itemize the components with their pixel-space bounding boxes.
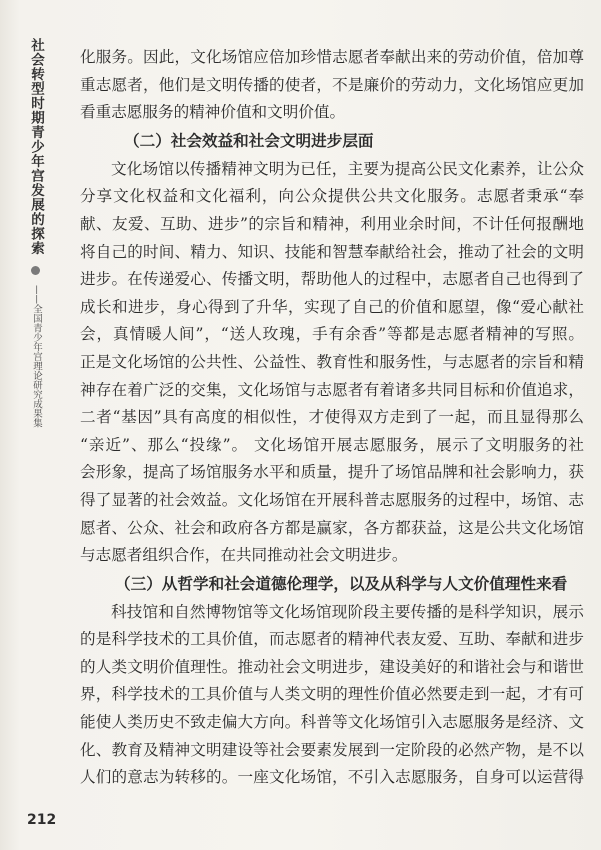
text-line: 进步。在传递爱心、传播文明，帮助他人的过程中，志愿者自己也得到了 xyxy=(80,270,584,289)
text-line: 文化场馆以传播精神文明为已任，主要为提高公民文化素养，让公众 xyxy=(111,159,584,178)
text-line: 化、教育及精神文明建设等社会要素发展到一定阶段的必然产物，是不以 xyxy=(80,740,584,759)
text-line: 会，真情暖人间”，“送人玫瑰，手有余香”等都是志愿者精神的写照。 xyxy=(80,325,584,344)
text-line: 分享文化权益和文化福利，向公众提供公共文化服务。志愿者秉承“奉 xyxy=(80,187,584,206)
text-line: 的是科学技术的工具价值，而志愿者的精神代表友爱、互助、奉献和进步 xyxy=(80,630,584,649)
section-heading-3: （三）从哲学和社会道德伦理学，以及从科学与人文价值理性来看 xyxy=(115,574,568,593)
text-line: 得了显著的社会效益。文化场馆在开展科普志愿服务的过程中，场馆、志 xyxy=(80,490,584,509)
text-line: 正是文化场馆的公共性、公益性、教育性和服务性，与志愿者的宗旨和精 xyxy=(80,352,584,371)
text-line: 二者“基因”具有高度的相似性，才使得双方走到了一起，而且显得那么 xyxy=(80,408,584,427)
ornament-dot-icon xyxy=(31,266,40,275)
text-line: 愿者、公众、社会和政府各方都是赢家，各方都获益，这是公共文化场馆 xyxy=(80,518,584,537)
text-line: 人们的意志为转移的。一座文化场馆，不引入志愿服务，自身可以运营得 xyxy=(80,768,584,787)
running-header-sidebar xyxy=(27,38,49,427)
text-line: 界，科学技术的工具价值与人类文明的理性价值必然要走到一起，才有可 xyxy=(80,685,584,704)
text-line: 看重志愿服务的精神价值和文明价值。 xyxy=(80,103,346,122)
page-body xyxy=(80,44,584,792)
page-number: 212 xyxy=(27,812,57,828)
text-line: 化服务。因此，文化场馆应倍加珍惜志愿者奉献出来的劳动价值，倍加尊 xyxy=(80,48,584,66)
text-line: “亲近”、那么“投缘”。 文化场馆开展志愿服务，展示了文明服务的社 xyxy=(80,435,584,454)
text-line: 献、友爱、互助、进步”的宗旨和精神，利用业余时间，不计任何报酬地 xyxy=(80,214,584,233)
text-line: 将自己的时间、精力、知识、技能和智慧奉献给社会，推动了社会的文明 xyxy=(80,242,584,261)
text-line: 重志愿者，他们是文明传播的使者，不是廉价的劳动力，文化场馆应更加 xyxy=(80,75,584,94)
book-subtitle: ——全国青少年宫理论研究成果集 xyxy=(31,284,42,427)
text-line: 成长和进步，身心得到了升华，实现了自己的价值和愿望，像“爱心献社 xyxy=(80,297,584,316)
text-line: 与志愿者组织合作，在共同推动社会文明进步。 xyxy=(80,546,408,565)
text-line: 神存在着广泛的交集，文化场馆与志愿者有着诸多共同目标和价值追求， xyxy=(80,380,584,399)
text-line: 的人类文明价值理性。推动社会文明进步，建设美好的和谐社会与和谐世 xyxy=(80,657,584,676)
section-heading-2: （二）社会效益和社会文明进步层面 xyxy=(124,131,374,150)
book-title: 社会转型时期青少年宫发展的探索 xyxy=(28,38,44,256)
text-line: 会形象，提高了场馆服务水平和质量，提升了场馆品牌和社会影响力，获 xyxy=(80,463,584,482)
text-line: 能使人类历史不致走偏大方向。科普等文化场馆引入志愿服务是经济、文 xyxy=(80,713,584,732)
text-line: 科技馆和自然博物馆等文化场馆现阶段主要传播的是科学知识，展示 xyxy=(111,602,584,621)
